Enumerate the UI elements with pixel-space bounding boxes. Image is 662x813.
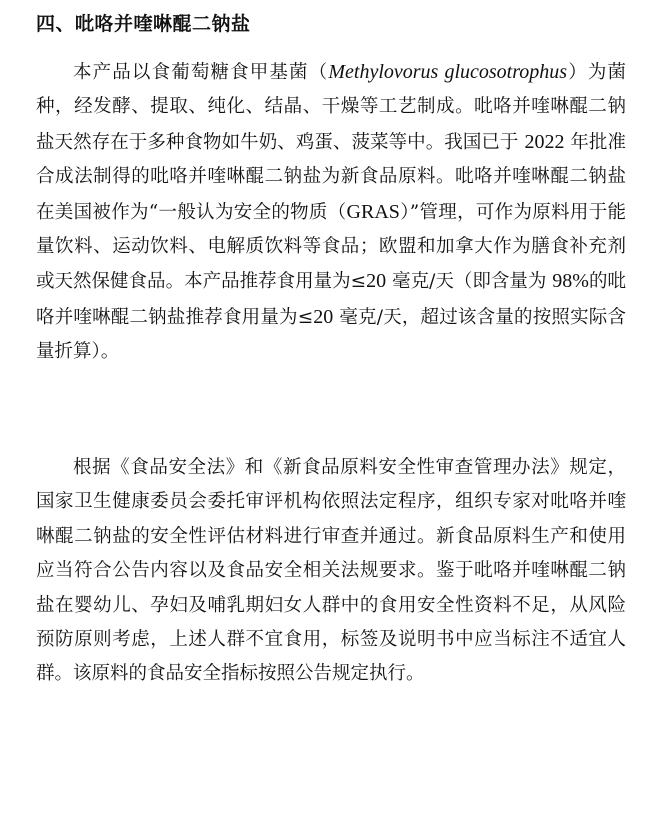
- p1-text-a: 本产品以食葡萄糖食甲基菌（: [73, 62, 329, 83]
- regulatory-paragraph: 根据《食品安全法》和《新食品原料安全性审查管理办法》规定，国家卫生健康委员会委托审评机构依照法定程序，组织专家对吡咯并喹啉醌二钠盐的安全性评估材料进行审查并通过。新食品原料生产和使用应当符合公告内容以及食品安全相关法规要求。鉴于吡咯并喹啉醌二钠盐在婴幼儿、孕妇及哺乳期妇女人群中的食用安全性资料不足，从风险预防原则考虑，上述人群不宜食用，标签及说明书中应当标注不适宜人群。该原料的食品安全指标按照公告规定执行。: [36, 457, 626, 685]
- product-description-paragraph: [36, 55, 626, 370]
- gras-term: GRAS: [346, 200, 400, 223]
- p1-text-c: 年批准合成法制得的吡咯并喹啉醌二钠盐为新食品原料。吡咯并喹啉醌二钠盐在美国被作为“一般认为安全的物质（: [36, 131, 626, 223]
- dose-value-1: 20: [366, 270, 387, 293]
- p1-text-e: 毫克/天（即含量为: [386, 271, 553, 293]
- species-name: Methylovorus glucosotrophus: [328, 61, 568, 83]
- p1-text-f: 的吡咯并喹啉醌二钠盐推荐食用量为≤: [36, 271, 626, 328]
- p1-text-b: ）为菌种，经发酵、提取、纯化、结晶、干燥等工艺制成。吡咯并喹啉醌二钠盐天然存在于多种食物如牛奶、鸡蛋、菠菜等中。我国已于: [36, 62, 626, 153]
- section-heading: 四、吡咯并喹啉醌二钠盐: [36, 13, 251, 35]
- purity-value: 98%: [552, 270, 589, 293]
- p1-text-g: 毫克/天，超过该含量的按照实际含量折算）。: [36, 306, 626, 363]
- approval-year: 2022: [524, 130, 565, 153]
- dose-value-2: 20: [313, 305, 334, 328]
- p1-text-d: ）”管理，可作为原料用于能量饮料、运动饮料、电解质饮料等食品；欧盟和加拿大作为膳食补充剂或天然保健食品。本产品推荐食用量为≤: [36, 201, 626, 293]
